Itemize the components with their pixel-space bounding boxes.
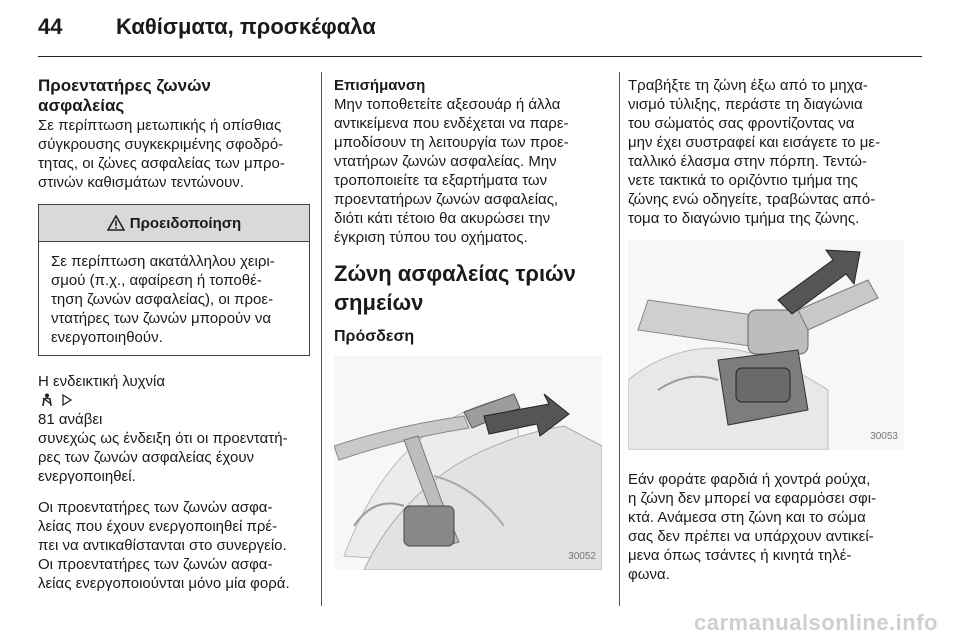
column-2	[334, 76, 610, 570]
note-block: Επισήμανση Μην τοποθετείτε αξεσουάρ ή άλλα αντικείμενα που ενδέχεται να παρε- μποδίσουν τη λειτουργία των προε- ντατήρων ζωνών ασφαλείας. Μην τροποποιείτε τα εξαρτήματα των προεντατήρων ζωνών ασφαλείας, διότι κάτι τέτοιο θα ακυρώσει την έγκριση τύπου του οχήματος.	[334, 76, 610, 247]
figure-buckle-tension	[628, 240, 904, 450]
warning-box	[38, 204, 310, 356]
warning-title: Προειδοποίηση	[129, 214, 242, 232]
figure-code: 30053	[870, 431, 898, 442]
clothing-paragraph: Εάν φοράτε φαρδιά ή χοντρά ρούχα, η ζώνη δεν μπορεί να εφαρμόσει σφι- κτά. Ανάμεσα στη ζώνη και το σώμα σας δεν πρέπει να υπάρχουν αντικεί- μενα όπως τσάντες ή κινητά τηλέ- φωνα.	[628, 471, 877, 583]
warning-header	[39, 205, 309, 242]
watermark-text: carmanualsonline.info	[694, 610, 938, 635]
figure-fastening-belt	[334, 356, 602, 570]
column-1	[38, 76, 310, 605]
section-heading-pretensioners: Προεντατήρες ζωνών ασφαλείας	[38, 76, 211, 115]
seatbelt-fastening-illustration	[334, 356, 602, 570]
buckle-tensioning-illustration	[628, 240, 904, 450]
column-divider-2	[619, 72, 620, 606]
page-number: 44	[38, 14, 63, 39]
note-title: Επισήμανση	[334, 77, 426, 94]
figure-code: 30052	[568, 551, 596, 562]
section-heading-three-point-belt: Ζώνη ασφαλείας τριών σημείων	[334, 261, 576, 315]
page-title: Καθίσματα, προσκέφαλα	[116, 14, 376, 39]
fastening-instructions: Τραβήξτε τη ζώνη έξω από το μηχα- νισμό τύλιξης, περάστε τη διαγώνια του σώματός σας φροντίζοντας να μην έχει συστραφεί και εισάγετε το με- ταλλικό έλασμα στην πόρπη. Τεντώ- νετε τακτικά το οριζόντιο τμήμα της ζώνης ενώ οδηγείτε, τραβώντας από- τομα το διαγώνιο τμήμα της ζώνης.	[628, 77, 881, 227]
indicator-paragraph: Η ενδεικτική λυχνία 81 ανάβει συνεχώς ως ένδειξη ότι οι προεντατή- ρες των ζωνών ασφαλείας έχουν ενεργοποιηθεί.	[38, 373, 288, 485]
header-rule	[38, 56, 922, 57]
warning-triangle-icon	[107, 215, 125, 231]
page-header	[38, 14, 376, 54]
seatbelt-warning-icon	[39, 393, 55, 407]
page-reference-arrow-icon	[62, 394, 72, 406]
replacement-paragraph: Οι προεντατήρες των ζωνών ασφα- λείας που έχουν ενεργοποιηθεί πρέ- πει να αντικαθίστανται στο συνεργείο. Οι προεντατήρες των ζωνών ασφα- λείας ενεργοποιούνται μόνο μία φορά.	[38, 499, 290, 592]
intro-paragraph: Σε περίπτωση μετωπικής ή οπίσθιας σύγκρουσης συγκεκριμένης σφοδρό- τητας, οι ζώνες ασφαλείας των μπρο- στινών καθισμάτων τεντώνουν.	[38, 117, 285, 191]
column-3	[628, 76, 924, 596]
warning-text: Σε περίπτωση ακατάλληλου χειρι- σμού (π.χ., αφαίρεση ή τοποθέ- τηση ζωνών ασφαλείας), οι προε- ντατήρες των ζωνών μπορούν να ενεργοποιηθούν.	[51, 253, 275, 346]
subsection-heading-fastening: Πρόσδεση	[334, 328, 415, 345]
column-divider-1	[321, 72, 322, 606]
